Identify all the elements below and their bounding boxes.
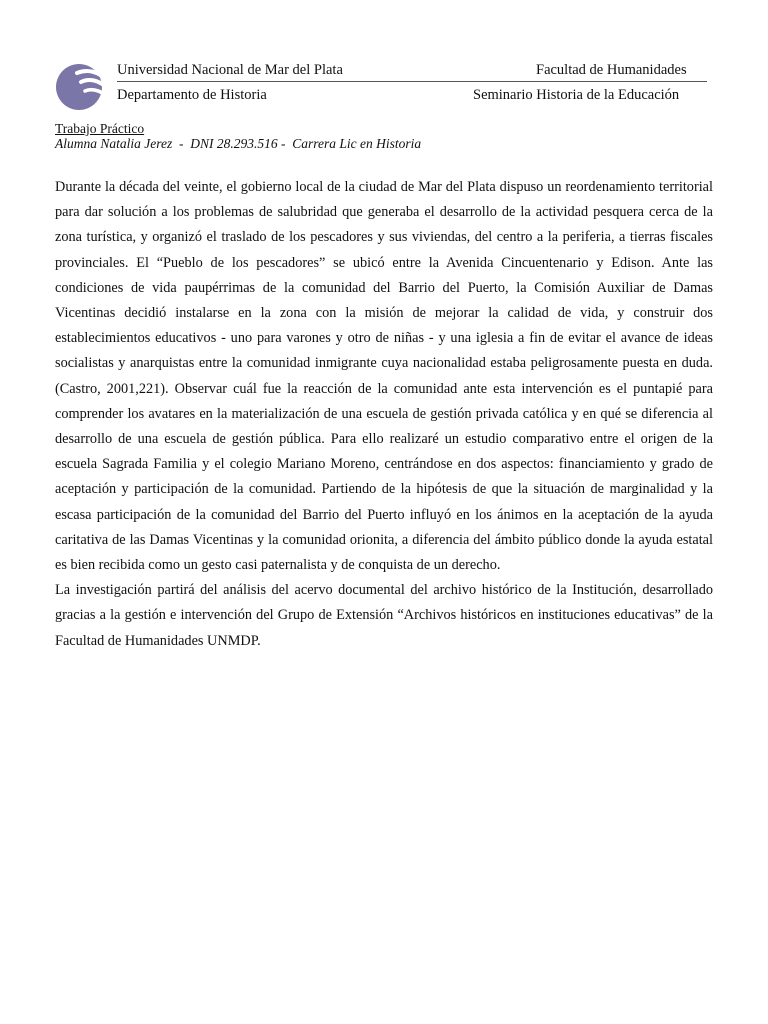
author-line: Alumna Natalia Jerez - DNI 28.293.516 - Carrera Lic en Historia <box>55 136 422 151</box>
assignment-title: Trabajo Práctico <box>55 121 145 136</box>
department-name: Departamento de Historia <box>117 87 267 103</box>
wave-logo-icon <box>55 63 107 111</box>
university-name: Universidad Nacional de Mar del Plata <box>117 62 343 78</box>
seminar-name: Seminario Historia de la Educación <box>473 87 680 103</box>
body-paragraph: La investigación partirá del análisis del acervo documental del archivo histórico de la Institución, desarrollado gracias a la gestión e intervención del Grupo de Extensión “Archivos históricos en instituciones educativas” de la Facultad de Humanidades UNMDP. <box>55 582 713 649</box>
header-divider <box>117 81 707 82</box>
body-paragraph: Durante la década del veinte, el gobierno local de la ciudad de Mar del Plata dispuso un reordenamiento territorial para dar solución a los problemas de salubridad que generaba el desarrollo de la actividad pesquera cerca de la zona turística, y organizó el traslado de los pescadores y sus viviendas, del centro a la periferia, a tierras fiscales provinciales. El “Pueblo de los pescadores” se ubicó entre la Avenida Cincuentenario y Edison. Ante las condiciones de vida paupérrimas de la comunidad del Barrio del Puerto, la Comisión Auxiliar de Damas Vicentinas decidió instalarse en la zona con la misión de mejorar la calidad de vida, y construir dos establecimientos educativos - uno para varones y otro de niñas - y una iglesia a fin de evitar el avance de ideas socialistas y anarquistas entre la comunidad inmigrante cuya nacionalidad estaba peligrosamente puesta en duda. (Castro, 2001,221). Observar cuál fue la reacción de la comunidad ante esta intervención es el puntapié para comprender los avatares en la materialización de una escuela de gestión privada católica y en qué se diferencia al desarrollo de una escuela de gestión pública. Para ello realizaré un estudio comparativo entre el origen de la escuela Sagrada Familia y el colegio Mariano Moreno, centrándose en dos aspectos: financiamiento y grado de aceptación y participación de la comunidad. Partiendo de la hipótesis de que la situación de marginalidad y la escasa participación de la comunidad del Barrio del Puerto influyó en los ánimos en la aceptación de la ayuda caritativa de las Damas Vicentinas y la comunidad orionita, a diferencia del ámbito público donde la ayuda estatal es bien recibida como un gesto casi paternalista y de conquista de un derecho. <box>55 179 713 574</box>
faculty-name: Facultad de Humanidades <box>536 62 687 78</box>
document-body <box>55 175 713 654</box>
